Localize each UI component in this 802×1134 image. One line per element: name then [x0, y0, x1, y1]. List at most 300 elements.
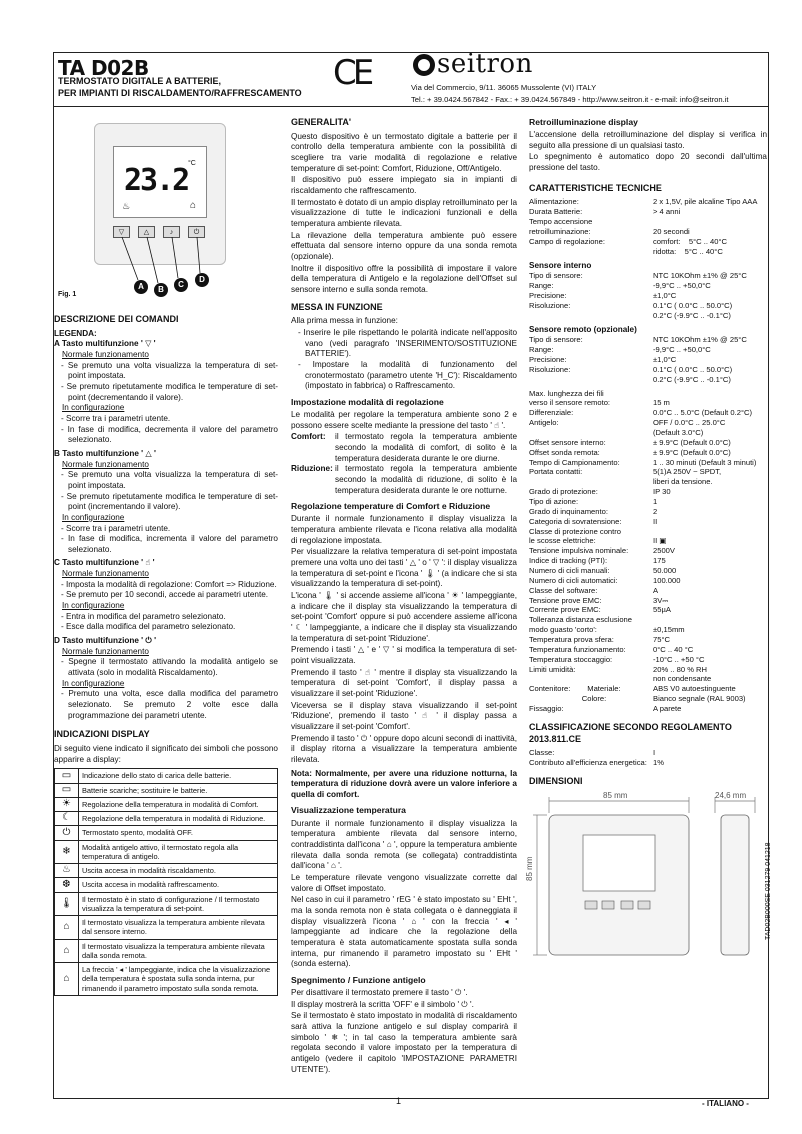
- display-temperature: 23.2: [124, 163, 189, 198]
- spec-key: Colore:: [529, 694, 607, 704]
- heading-visualizzazione: Visualizzazione temperatura: [291, 805, 406, 816]
- spec-key: Indice di tracking (PTI):: [529, 556, 608, 566]
- spec-row: [529, 418, 765, 428]
- paragraph: Questo dispositivo è un termostato digitale a batterie per il controllo della temperatura ambiente con la possibilità di scegliere tra varie modalità di regolazione e relative temperature di set-point: Comfort, Riduzione, Off/Antigelo.: [291, 131, 517, 173]
- spec-key: Tipo di azione:: [529, 497, 579, 506]
- spec-row: [529, 398, 765, 408]
- display-intro: Di seguito viene indicato il significato dei simboli che possono apparire a display:: [54, 744, 278, 764]
- spec-row: [529, 748, 765, 758]
- icon-description: Il termostato visualizza la temperatura ambiente rilevata dal sensore interno.: [79, 916, 278, 940]
- icon-description: Indicazione dello stato di carica delle batterie.: [79, 769, 278, 783]
- spec-key: Risoluzione:: [529, 364, 571, 374]
- callout-lines: [54, 115, 278, 305]
- spec-value: 2: [653, 506, 658, 516]
- icon-description: Batterie scariche; sostituire le batterie.: [79, 783, 278, 797]
- spec-value: 175: [653, 556, 666, 566]
- ce-mark: CE: [333, 53, 371, 93]
- icon-description: Modalità antigelo attivo, il termostato regola alla temperatura di antigelo.: [79, 840, 278, 864]
- spec-table-misc: [529, 389, 765, 714]
- spec-value: 1 .. 30 minuti (Default 3 minuti): [653, 457, 757, 467]
- comfort-key: Comfort:: [291, 432, 326, 442]
- spec-key: Tensione prove EMC:: [529, 595, 602, 605]
- heading-descrizione: DESCRIZIONE DEI COMANDI: [54, 314, 179, 324]
- spec-key: Contenitore: Materiale:: [529, 684, 621, 694]
- key-a-normal: Normale funzionamento: [62, 350, 149, 359]
- icon-description: Uscita accesa in modalità raffrescamento.: [79, 878, 278, 892]
- spec-value: [653, 217, 765, 227]
- spec-row: [529, 665, 765, 675]
- spec-key: Tensione impulsiva nominale:: [529, 546, 629, 556]
- spec-key: Grado di protezione:: [529, 487, 598, 497]
- spec-row: [529, 301, 765, 311]
- paragraph: Durante il normale funzionamento il display visualizza la temperatura ambiente rilevata dal sensore interno, contraddistinta dall'icona ' ⌂ ', oppure la temperatura ambiente rilevata dalla sonda remota (se collegata) contraddistinta dall'icona ' ⌂ '.: [291, 818, 517, 871]
- display-unit: °C: [188, 160, 196, 167]
- spec-key: Grado di inquinamento:: [529, 506, 608, 516]
- list-item: - Inserire le pile rispettando le polarità indicate nell'apposito vano (vedi paragrafo 'INSERIMENTO/SOSTITUZIONE BATTERIE').: [298, 327, 517, 359]
- key-b-normal: Normale funzionamento: [62, 459, 149, 469]
- spec-row: [529, 684, 765, 694]
- key-b-item: - Se premuto ripetutamente modifica le temperature di set-point (incrementando il valore).: [61, 491, 278, 512]
- spec-value: comfort: 5°C .. 40°C: [653, 236, 728, 246]
- display-icons-table: [54, 768, 278, 996]
- spec-value: 0.0°C .. 5.0°C (Default 0.2°C): [653, 408, 753, 418]
- button-up[interactable]: △: [138, 226, 155, 238]
- spec-key: Risoluzione:: [529, 300, 571, 310]
- spec-value: 0.2°C (-9.9°C .. -0.1°C): [653, 374, 731, 384]
- spec-key: Alimentazione:: [529, 197, 579, 207]
- product-title: TA D02B: [58, 56, 149, 80]
- spec-row: [529, 635, 765, 645]
- icon-row: [55, 769, 278, 783]
- heading-retro: Retroilluminazione display: [529, 117, 638, 127]
- spec-key: Classe:: [529, 748, 555, 758]
- spec-value: OFF / 0.0°C .. 25.0°C: [653, 418, 726, 428]
- display-symbol-icon: ☾: [55, 812, 79, 826]
- spec-row: [529, 655, 765, 665]
- button-mode[interactable]: ♪: [163, 226, 180, 238]
- key-d-title: D Tasto multifunzione ' ⏻ ': [54, 636, 157, 646]
- icon-row: [55, 783, 278, 797]
- key-c-item: - Esce dalla modifica del parametro selezionato.: [61, 622, 236, 632]
- heading-display: INDICAZIONI DISPLAY: [54, 729, 150, 740]
- spec-row: [529, 674, 765, 684]
- spec-row: [529, 615, 765, 625]
- spec-key: [529, 428, 653, 438]
- key-c-item: - Imposta la modalità di regolazione: Comfort => Riduzione.: [61, 579, 277, 589]
- header: [54, 49, 768, 107]
- dim-width-label: 85 mm: [603, 790, 628, 800]
- spec-value: 2500V: [653, 546, 675, 556]
- spec-value: [653, 389, 765, 399]
- subtitle-line-2: PER IMPIANTI DI RISCALDAMENTO/RAFFRESCAMENTO: [58, 88, 302, 99]
- icon-row: [55, 812, 278, 826]
- spec-value: A: [653, 585, 659, 595]
- spec-key: Numero di cicli manuali:: [529, 566, 610, 576]
- paragraph: Il termostato è dotato di un ampio display retroilluminato per la visualizzazione di tutte le indicazioni funzionali e della temperatura ambiente rilevata.: [291, 197, 517, 228]
- paragraph: Le modalità per regolare la temperatura ambiente sono 2 e possono essere scelte mediante la pressione del tasto ' ☝ '.: [291, 409, 517, 430]
- spec-key: Tipo di sensore:: [529, 271, 583, 281]
- spec-key: Range:: [529, 345, 554, 355]
- seitron-logo: [413, 51, 533, 79]
- spec-key: Classe di protezione contro: [529, 526, 622, 536]
- callout-d: D: [195, 273, 209, 287]
- note: Nota: Normalmente, per avere una riduzione notturna, la temperatura di riduzione dovrà avere un valore inferiore a quella di comfort.: [291, 768, 517, 799]
- spec-table-remote: [529, 335, 765, 384]
- spec-row: [529, 217, 765, 227]
- spec-value: -9,9°C .. +50,0°C: [653, 281, 711, 291]
- icon-description: Il termostato è in stato di configurazione / Il termostato visualizza la temperatura di set-point.: [79, 892, 278, 916]
- display-symbol-icon: ▭: [55, 769, 79, 783]
- heading-generalita: GENERALITA': [291, 117, 351, 127]
- spec-row: [529, 247, 765, 257]
- key-b-item: - Scorre tra i parametri utente.: [61, 523, 171, 533]
- display-symbol-icon: ⏻: [55, 826, 79, 840]
- company-address: [411, 82, 729, 106]
- paragraph: Inoltre il dispositivo offre la possibilità di impostare il valore della temperatura di Antigelo e la regolazione dell'Offset sul sensore interno e sulla sonda remota.: [291, 263, 517, 294]
- spec-row: [529, 448, 765, 458]
- icon-description: Il termostato visualizza la temperatura ambiente rilevata dalla sonda remota.: [79, 939, 278, 963]
- spec-value: NTC 10KOhm ±1% @ 25°C: [653, 335, 747, 345]
- dim-height-label: 85 mm: [525, 856, 534, 881]
- spec-value: 0.1°C ( 0.0°C .. 50.0°C): [653, 300, 733, 310]
- spec-row: [529, 596, 765, 606]
- figure-1: [54, 115, 278, 300]
- icon-row: [55, 939, 278, 963]
- spec-value: 1%: [653, 758, 664, 768]
- key-b-item: - Se premuto una volta visualizza la temperatura di set-point impostata.: [61, 470, 278, 490]
- spec-value: ABS V0 autoestinguente: [653, 684, 736, 694]
- callout-a: A: [134, 280, 148, 294]
- spec-row: [529, 271, 765, 281]
- spec-key: Temperatura prova sfera:: [529, 635, 614, 645]
- callout-c: C: [174, 278, 188, 292]
- document-code: TAD02B000SE 031279 041218: [765, 842, 772, 940]
- icon-row: [55, 963, 278, 996]
- spec-key: Classe del software:: [529, 585, 598, 595]
- key-b-title: B Tasto multifunzione ' △ ': [54, 448, 156, 458]
- key-d-normal: Normale funzionamento: [62, 646, 149, 656]
- address-line-2: Tel.: + 39.0424.567842 - Fax.: + 39.0424.567849 - http://www.seitron.it - e-mail: info@seitron.it: [411, 94, 729, 104]
- page-number: 1: [396, 1096, 402, 1106]
- display-symbol-icon: ⌂: [55, 916, 79, 940]
- spec-key: Numero di cicli automatici:: [529, 575, 618, 585]
- spec-row: [529, 311, 765, 321]
- legenda: LEGENDA:: [54, 328, 97, 338]
- spec-key: [529, 311, 653, 321]
- icon-row: [55, 916, 278, 940]
- spec-value: A parete: [653, 704, 682, 714]
- paragraph: Il display mostrerà la scritta 'OFF' e il simbolo ' ⏻ '.: [291, 999, 474, 1009]
- spec-value: ±1,0°C: [653, 354, 677, 364]
- icon-row: [55, 840, 278, 864]
- spec-row: [529, 625, 765, 635]
- spec-value: II ▣: [653, 536, 667, 546]
- icon-description: Regolazione della temperatura in modalità di Comfort.: [79, 797, 278, 811]
- spec-row: [529, 335, 765, 345]
- spec-key: Tolleranza distanza esclusione: [529, 615, 632, 625]
- list-item: - Impostare la modalità di funzionamento del cronotermostato (parametro utente 'H_C'): Riscaldamento (impostato in fabbrica) o Raffrescamento.: [298, 359, 517, 391]
- spec-row: [529, 477, 765, 487]
- address-line-1: Via del Commercio, 9/11. 36065 Mussolente (VI) ITALY: [411, 83, 597, 92]
- paragraph: Lo spegnimento è automatico dopo 20 secondi dall'ultima pressione del tasto.: [529, 152, 767, 173]
- key-b-config: In configurazione: [62, 512, 125, 522]
- spec-value: ±1,0°C: [653, 291, 677, 301]
- spec-key: [529, 674, 653, 684]
- spec-row: [529, 556, 765, 566]
- spec-key: Categoria di sovratensione:: [529, 516, 622, 526]
- spec-row: [529, 704, 765, 714]
- paragraph: Durante il normale funzionamento il display visualizza la temperatura ambiente rilevata e l'icona relativa alla modalità di regolazione impostata.: [291, 514, 517, 545]
- spec-row: [529, 428, 765, 438]
- spec-row: [529, 291, 765, 301]
- spec-key: Limiti umidità:: [529, 664, 576, 674]
- spec-key: verso il sensore remoto:: [529, 398, 611, 408]
- spec-key: Temperatura funzionamento:: [529, 644, 626, 654]
- spec-value: 1: [653, 497, 658, 506]
- spec-value: (Default 3.0°C): [653, 427, 704, 437]
- icon-description: La freccia ' ◂ ' lampeggiante, indica che la visualizzazione della temperatura è spostata sulla sonda interna, pur rimanendo il parametro impostato sulla sonda remota.: [79, 963, 278, 996]
- heading-tech: CARATTERISTICHE TECNICHE: [529, 182, 662, 193]
- key-a-config: In configurazione: [62, 403, 125, 413]
- spec-row: [529, 566, 765, 576]
- paragraph: Le temperature rilevate vengono visualizzate corrette dal valore di Offset impostato.: [291, 872, 517, 893]
- display-symbol-icon: ❆: [55, 878, 79, 892]
- logo-mark-icon: [413, 54, 435, 76]
- spec-value: 3V⎓: [653, 595, 669, 605]
- spec-value: -9,9°C .. +50,0°C: [653, 345, 711, 355]
- spec-value: > 4 anni: [653, 207, 681, 217]
- spec-value: Bianco segnale (RAL 9003): [653, 694, 746, 704]
- spec-value: liberi da tensione.: [653, 477, 713, 487]
- spec-value: 0.2°C (-9.9°C .. -0.1°C): [653, 310, 731, 320]
- heading-regolazione: Regolazione temperature di Comfort e Riduzione: [291, 501, 491, 512]
- spec-value: NTC 10KOhm ±1% @ 25°C: [653, 271, 747, 281]
- icon-row: [55, 797, 278, 811]
- spec-row: [529, 408, 765, 418]
- spec-value: ±0,15mm: [653, 625, 685, 635]
- icon-row: [55, 892, 278, 916]
- dim-depth-label: 24,6 mm: [715, 790, 747, 800]
- paragraph: Premendo i tasti ' △ ' e ' ▽ ' si modifica la temperatura di set-point visualizzata.: [291, 645, 517, 665]
- heading-dimensioni: DIMENSIONI: [529, 776, 583, 786]
- spec-key: Corrente prove EMC:: [529, 605, 601, 615]
- display-symbol-icon: ♨: [55, 864, 79, 878]
- spec-value: [653, 527, 765, 537]
- spec-key: Differenziale:: [529, 408, 574, 418]
- document-sheet: [53, 49, 769, 1099]
- spec-row: [529, 467, 765, 477]
- riduzione-key: Riduzione:: [291, 464, 333, 474]
- paragraph: Premendo il tasto ' ⏻ ' oppure dopo alcuni secondi di inattività, il display ritorna a visualizzare la temperatura ambiente rilevata.: [291, 733, 517, 764]
- spec-row: [529, 345, 765, 355]
- heading-messa: MESSA IN FUNZIONE: [291, 301, 383, 312]
- heading-sensore-remoto: Sensore remoto (opzionale): [529, 324, 637, 334]
- spec-row: [529, 605, 765, 615]
- heading-sensore-interno: Sensore interno: [529, 260, 592, 270]
- paragraph: L'icona ' 🌡 ' si accende assieme all'icona ' ☀ ' lampeggiante, a indicare che il display sta visualizzando la temperatura di set-point 'Comfort' oppure si può accendere assieme all'icona ' ☾ ' lampeggiante, a indicare che il display sta visualizzando la temperatura di set-point 'Riduzione'.: [291, 591, 517, 643]
- spec-row: [529, 536, 765, 546]
- spec-key: Offset sonda remota:: [529, 447, 600, 457]
- house-icon: ⌂: [190, 200, 197, 211]
- spec-key: Range:: [529, 281, 554, 291]
- spec-row: [529, 758, 765, 768]
- spec-row: [529, 546, 765, 556]
- icon-description: Uscita accesa in modalità riscaldamento.: [79, 864, 278, 878]
- key-c-normal: Normale funzionamento: [62, 569, 149, 579]
- language-label: - ITALIANO -: [702, 1099, 749, 1108]
- spec-row: [529, 458, 765, 468]
- spec-key: Durata Batterie:: [529, 207, 583, 217]
- paragraph: Premendo il tasto ' ☝ ' mentre il display sta visualizzando la temperatura di set-point 'Comfort', il display passa a visualizzare il set-point 'Riduzione'.: [291, 667, 517, 698]
- spec-value: 15 m: [653, 398, 670, 408]
- spec-table-class: [529, 748, 765, 768]
- display-symbol-icon: ⌂: [55, 939, 79, 963]
- spec-row: [529, 586, 765, 596]
- spec-value: 0°C .. 40 °C: [653, 644, 694, 654]
- column-2: [291, 115, 517, 1076]
- paragraph: Viceversa se il display stava visualizzando il set-point 'Riduzione', premendo il tasto ' ☝ ' il display passa a visualizzare il set-point 'Comfort'.: [291, 700, 517, 731]
- dimensions-drawing: [525, 790, 765, 981]
- spec-key: modo guasto 'corto':: [529, 625, 597, 635]
- paragraph: Alla prima messa in funzione:: [291, 316, 398, 326]
- callout-b: B: [154, 283, 168, 297]
- spec-row: [529, 507, 765, 517]
- spec-value: 0.1°C ( 0.0°C .. 50.0°C): [653, 364, 733, 374]
- riduzione-value: il termostato regola la temperatura ambiente secondo la modalità di riduzione, di solito è la temperatura desiderata durante le ore notturne.: [335, 464, 517, 495]
- spec-value: 20 secondi: [653, 227, 690, 237]
- spec-row: [529, 389, 765, 399]
- spec-row: [529, 237, 765, 247]
- dimensions-svg: [529, 791, 765, 981]
- spec-key: Temperatura stoccaggio:: [529, 654, 613, 664]
- heading-impostazione: Impostazione modalità di regolazione: [291, 396, 444, 407]
- key-a-title: A Tasto multifunzione ' ▽ ': [54, 339, 156, 349]
- spec-key: Precisione:: [529, 291, 567, 301]
- spec-row: [529, 487, 765, 497]
- paragraph: Per disattivare il termostato premere il tasto ' ⏻ '.: [291, 988, 468, 997]
- spec-row: [529, 365, 765, 375]
- spec-value: I: [653, 748, 656, 758]
- spec-table-internal: [529, 271, 765, 320]
- spec-table-general: [529, 197, 765, 256]
- key-c-item: - Se premuto per 10 secondi, accede ai parametri utente.: [61, 590, 269, 600]
- product-subtitle: [58, 75, 328, 99]
- spec-value: 20% .. 80 % RH: [653, 664, 708, 674]
- column-1: [54, 115, 278, 996]
- spec-key: Fissaggio:: [529, 704, 564, 714]
- icon-description: Regolazione della temperatura in modalità di Riduzione.: [79, 812, 278, 826]
- spec-row: [529, 375, 765, 385]
- spec-value: ridotta: 5°C .. 40°C: [653, 246, 723, 256]
- spec-row: [529, 527, 765, 537]
- flame-icon: ♨: [122, 201, 131, 211]
- spec-value: ± 9.9°C (Default 0.0°C): [653, 447, 731, 457]
- key-c-title: C Tasto multifunzione ' ☝ ': [54, 558, 155, 568]
- key-c-item: - Entra in modifica del parametro selezionato.: [61, 611, 226, 621]
- spec-key: [529, 477, 653, 487]
- spec-row: [529, 355, 765, 365]
- display-symbol-icon: 🌡: [55, 892, 79, 916]
- heading-spegnimento: Spegnimento / Funzione antigelo: [291, 974, 426, 985]
- spec-value: non condensante: [653, 674, 712, 684]
- spec-value: -10°C .. +50 °C: [653, 654, 705, 664]
- display-symbol-icon: ❄: [55, 840, 79, 864]
- paragraph: Il dispositivo può essere impiegato sia in impianti di riscaldamento che raffrescamento.: [291, 175, 517, 195]
- riduzione-def: [291, 464, 517, 496]
- spec-key: le scosse elettriche:: [529, 536, 596, 546]
- key-d-config: In configurazione: [62, 678, 125, 688]
- spec-key: Portata contatti:: [529, 467, 583, 477]
- key-b-item: - In fase di modifica, incrementa il valore del parametro selezionato.: [61, 534, 278, 554]
- spec-key: [529, 247, 653, 257]
- display-symbol-icon: ☀: [55, 797, 79, 811]
- spec-value: ± 9.9°C (Default 0.0°C): [653, 437, 731, 447]
- spec-row: [529, 227, 765, 237]
- paragraph: Se il termostato è stato impostato in modalità di riscaldamento sarà attiva la funzione antigelo e sul display comparirà il simbolo ' ❄ '; in tal caso la temperatura ambiente sarà regolata secondo il valore impostato per la temperatura di antigelo (vedere il capitolo 'IMPOSTAZIONE PARAMETRI UTENTE').: [291, 1011, 517, 1074]
- spec-value: IP 30: [653, 487, 671, 497]
- spec-value: 75°C: [653, 635, 670, 645]
- spec-key: [529, 375, 653, 385]
- logo-text: seitron: [437, 49, 533, 80]
- key-a-item: - Se premuto ripetutamente modifica le temperature di set-point (decrementando il valore).: [61, 381, 278, 402]
- spec-value: 2 x 1,5V, pile alcaline Tipo AAA: [653, 197, 758, 207]
- spec-key: Antigelo:: [529, 418, 559, 428]
- spec-key: Tempo accensione: [529, 217, 593, 227]
- spec-key: Campo di regolazione:: [529, 236, 605, 246]
- spec-key: Contributo all'efficienza energetica:: [529, 758, 647, 768]
- spec-row: [529, 497, 765, 507]
- spec-row: [529, 517, 765, 527]
- spec-value: 5(1)A 250V ~ SPDT,: [653, 467, 722, 477]
- display-symbol-icon: ▭: [55, 783, 79, 797]
- spec-key: Tempo di Campionamento:: [529, 457, 620, 467]
- spec-row: [529, 281, 765, 291]
- spec-key: Precisione:: [529, 354, 567, 364]
- display-symbol-icon: ⌂: [55, 963, 79, 996]
- button-down[interactable]: ▽: [113, 226, 130, 238]
- heading-classificazione: CLASSIFICAZIONE SECONDO REGOLAMENTO 2013.811.CE: [529, 721, 732, 744]
- spec-row: [529, 207, 765, 217]
- key-a-item: - In fase di modifica, decrementa il valore del parametro selezionato.: [61, 424, 278, 445]
- paragraph: Per visualizzare la relativa temperatura di set-point impostata premere una volta uno dei tasti ' △ ' o ' ▽ ': il display visualizza la temperatura di set-point e l'icona ' 🌡 ' (a indicare che si sta visualizzando la temperatura di set-point).: [291, 547, 517, 589]
- icon-row: [55, 864, 278, 878]
- spec-key: Max. lunghezza dei fili: [529, 388, 604, 398]
- icon-row: [55, 878, 278, 892]
- key-d-item: - Premuto una volta, esce dalla modifica del parametro selezionato. Se premuto 2 volte esce dalla programmazione dei parametri utente.: [61, 689, 278, 720]
- spec-value: 50.000: [653, 566, 677, 576]
- spec-row: [529, 438, 765, 448]
- key-a-item: - Scorre tra i parametri utente.: [61, 413, 171, 423]
- paragraph: La rilevazione della temperatura ambiente può essere effettuata dal sensore interno oppure da una sonda remota (opzionale).: [291, 230, 517, 261]
- subtitle-line-1: TERMOSTATO DIGITALE A BATTERIE,: [58, 76, 221, 86]
- spec-row: [529, 645, 765, 655]
- figure-label: Fig. 1: [58, 291, 77, 298]
- key-a-item: - Se premuto una volta visualizza la temperatura di set-point impostata.: [61, 360, 278, 381]
- spec-key: Tipo di sensore:: [529, 335, 583, 345]
- spec-row: [529, 694, 765, 704]
- spec-value: 100.000: [653, 575, 681, 585]
- spec-value: II: [653, 516, 658, 526]
- comfort-value: il termostato regola la temperatura ambiente secondo la modalità di comfort, di solito è la temperatura desiderata durante le ore diurne.: [335, 432, 517, 463]
- paragraph: Nel caso in cui il parametro ' rEG ' è stato impostato su ' EHt ', ma la sonda remota non è stata collegata o è danneggiata il display visualizzerà l'icona ' ⌂ ' con la freccia ' ◂ ' lampeggiante ad indicare che la regolazione della temperatura è stata automaticamente spostata sulla sonda interna, pur rimanendo il parametro impostato su ' EHt ' (sonda esterna).: [291, 895, 517, 969]
- key-d-item: - Spegne il termostato attivando la modalità antigelo se attivata (solo in modalità Riscaldamento).: [61, 657, 278, 678]
- icon-row: [55, 826, 278, 840]
- spec-row: [529, 197, 765, 207]
- column-3: [525, 115, 767, 981]
- button-power[interactable]: ⏻: [188, 226, 205, 238]
- spec-value: [653, 615, 765, 625]
- spec-key: Offset sensore interno:: [529, 437, 606, 447]
